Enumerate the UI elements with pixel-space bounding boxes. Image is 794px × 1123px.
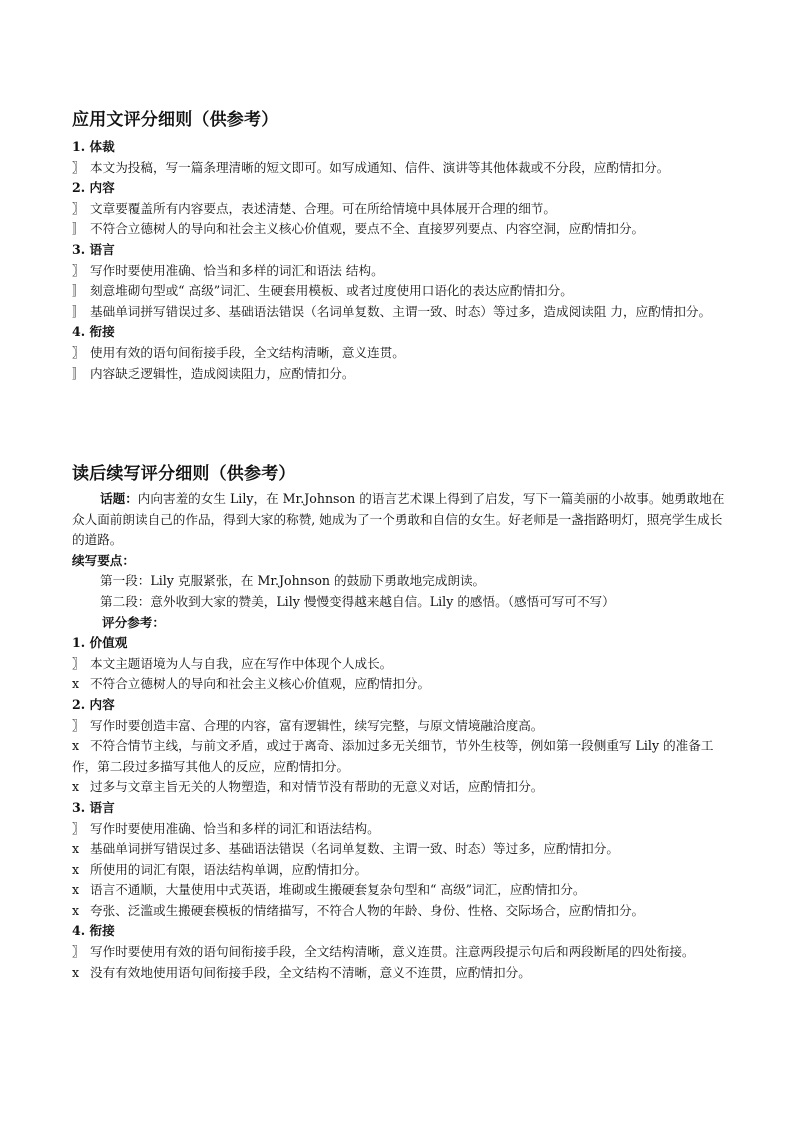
criterion-text: 本文为投稿，写一篇条理清晰的短文即可。如写成通知、信件、演讲等其他体裁或不分段，应酌情扣分。: [90, 159, 670, 175]
heading-cohesion: 4. 衔接: [72, 923, 115, 939]
x-mark: x: [72, 882, 80, 898]
bracket-mark: 〗: [72, 944, 85, 960]
criterion-item: [72, 261, 732, 282]
bracket-mark: 〛: [72, 303, 85, 319]
bracket-mark: 〗: [72, 717, 85, 733]
criterion-item: [72, 880, 732, 901]
criterion-item: [72, 942, 732, 963]
criterion-text: 不符合立德树人的导向和社会主义核心价值观，要点不全、直接罗列要点、内容空洞，应酌情扣分。: [90, 221, 645, 237]
criterion-text: 写作时要使用准确、恰当和多样的词汇和语法结构。: [90, 820, 380, 836]
criterion-text: 写作时要使用准确、恰当和多样的词汇和语法 结构。: [90, 262, 384, 278]
criterion-item: [72, 302, 732, 323]
point-paragraph-1: 第一段：Lily 克服紧张，在 Mr.Johnson 的鼓励下勇敢地完成朗读。: [100, 573, 486, 589]
x-mark: x: [72, 738, 80, 754]
criterion-text: 基础单词拼写错误过多、基础语法错误（名词单复数、主谓一致、时态）等过多，应酌情扣分。: [90, 841, 619, 857]
x-mark: x: [72, 902, 80, 918]
point-paragraph-2: 第二段：意外收到大家的赞美，Lily 慢慢变得越来越自信。Lily 的感悟。（感悟可写可不写）: [100, 593, 615, 609]
reference-label: 评分参考：: [102, 614, 165, 630]
criterion-text: 文章要覆盖所有内容要点，表述清楚、合理。可在所给情境中具体展开合理的细节。: [90, 200, 556, 216]
criterion-item: [72, 736, 732, 777]
criterion-item: [72, 777, 732, 798]
bracket-mark: 〛: [72, 283, 85, 299]
practical-writing-criteria: [72, 137, 732, 384]
bracket-mark: 〗: [72, 344, 85, 360]
heading-cohesion: 4. 衔接: [72, 324, 115, 340]
criterion-item: [72, 343, 732, 364]
bracket-mark: 〛: [72, 221, 85, 237]
heading-content: 2. 内容: [72, 180, 115, 196]
criterion-text: 使用有效的语句间衔接手段，全文结构清晰，意义连贯。: [90, 344, 405, 360]
criterion-text: 写作时要创造丰富、合理的内容，富有逻辑性，续写完整，与原文情境融洽度高。: [90, 717, 544, 733]
bracket-mark: 〗: [72, 159, 85, 175]
criterion-item: [72, 901, 732, 922]
heading-language: 3. 语言: [72, 799, 115, 815]
bracket-mark: 〗: [72, 262, 85, 278]
topic-label: 话题：: [100, 491, 138, 506]
criterion-text: 夸张、泛滥或生搬硬套模板的情绪描写，不符合人物的年龄、身份、性格、交际场合，应酌情扣分。: [90, 902, 645, 918]
x-mark: x: [72, 841, 80, 857]
bracket-mark: 〗: [72, 820, 85, 836]
criterion-text: 语言不通顺，大量使用中式英语，堆砌或生搬硬套复杂句型和“ 高级”词汇，应酌情扣分。: [90, 882, 586, 898]
criterion-text: 本文主题语境为人与自我，应在写作中体现个人成长。: [90, 655, 393, 671]
criterion-item: [72, 219, 732, 240]
criterion-item: [72, 819, 732, 840]
criterion-text: 过多与文章主旨无关的人物塑造，和对情节没有帮助的无意义对话，应酌情扣分。: [90, 779, 544, 795]
criterion-item: [72, 364, 732, 385]
topic-paragraph: [72, 489, 732, 551]
bracket-mark: 〗: [72, 655, 85, 671]
criterion-item: [72, 158, 732, 179]
criterion-item: [72, 839, 732, 860]
criterion-text: 内容缺乏逻辑性，造成阅读阻力，应酌情扣分。: [90, 365, 355, 381]
heading-values: 1. 价值观: [72, 635, 128, 651]
criterion-text: 写作时要使用有效的语句间衔接手段，全文结构清晰，意义连贯。注意两段提示句后和两段断尾的四处衔接。: [90, 944, 695, 960]
x-mark: x: [72, 861, 80, 877]
heading-content: 2. 内容: [72, 696, 115, 712]
criterion-item: [72, 654, 732, 675]
criterion-text: 不符合情节主线，与前文矛盾，或过于离奇、添加过多无关细节，节外生枝等，例如第一段侧重写 Lily 的准备工作，第二段过多描写其他人的反应，应酌情扣分。: [72, 738, 714, 774]
bracket-mark: 〛: [72, 365, 85, 381]
criterion-item: [72, 716, 732, 737]
continuation-writing-criteria: [72, 489, 732, 983]
criterion-item: [72, 281, 732, 302]
criterion-item: [72, 674, 732, 695]
section-title-continuation-writing: 读后续写评分细则（供参考）: [72, 464, 296, 484]
heading-genre: 1. 体裁: [72, 139, 115, 154]
criterion-text: 不符合立德树人的导向和社会主义核心价值观，应酌情扣分。: [90, 676, 431, 692]
criterion-item: [72, 860, 732, 881]
criterion-text: 没有有效地使用语句间衔接手段，全文结构不清晰，意义不连贯，应酌情扣分。: [90, 964, 531, 980]
topic-text: 内向害羞的女生 Lily，在 Mr.Johnson 的语言艺术课上得到了启发，写下一篇美丽的小故事。她勇敢地在众人面前朗读自己的作品，得到大家的称赞, 她成为了一个勇敢和自信的女生。好老师是一盏指路明灯，照亮学生成长的道路。: [72, 491, 725, 548]
points-label: 续写要点：: [72, 552, 135, 568]
x-mark: x: [72, 964, 80, 980]
bracket-mark: 〗: [72, 200, 85, 216]
criterion-item: [72, 963, 732, 984]
criterion-text: 基础单词拼写错误过多、基础语法错误（名词单复数、主谓一致、时态）等过多，造成阅读阻 力，应酌情扣分。: [90, 303, 712, 319]
criterion-text: 刻意堆砌句型或“ 高级”词汇、生硬套用模板、或者过度使用口语化的表达应酌情扣分。: [90, 283, 573, 299]
criterion-text: 所使用的词汇有限，语法结构单调，应酌情扣分。: [90, 861, 368, 877]
section-title-practical-writing: 应用文评分细则（供参考）: [72, 110, 279, 130]
x-mark: x: [72, 779, 80, 795]
heading-language: 3. 语言: [72, 241, 115, 257]
criterion-item: [72, 199, 732, 220]
x-mark: x: [72, 676, 80, 692]
